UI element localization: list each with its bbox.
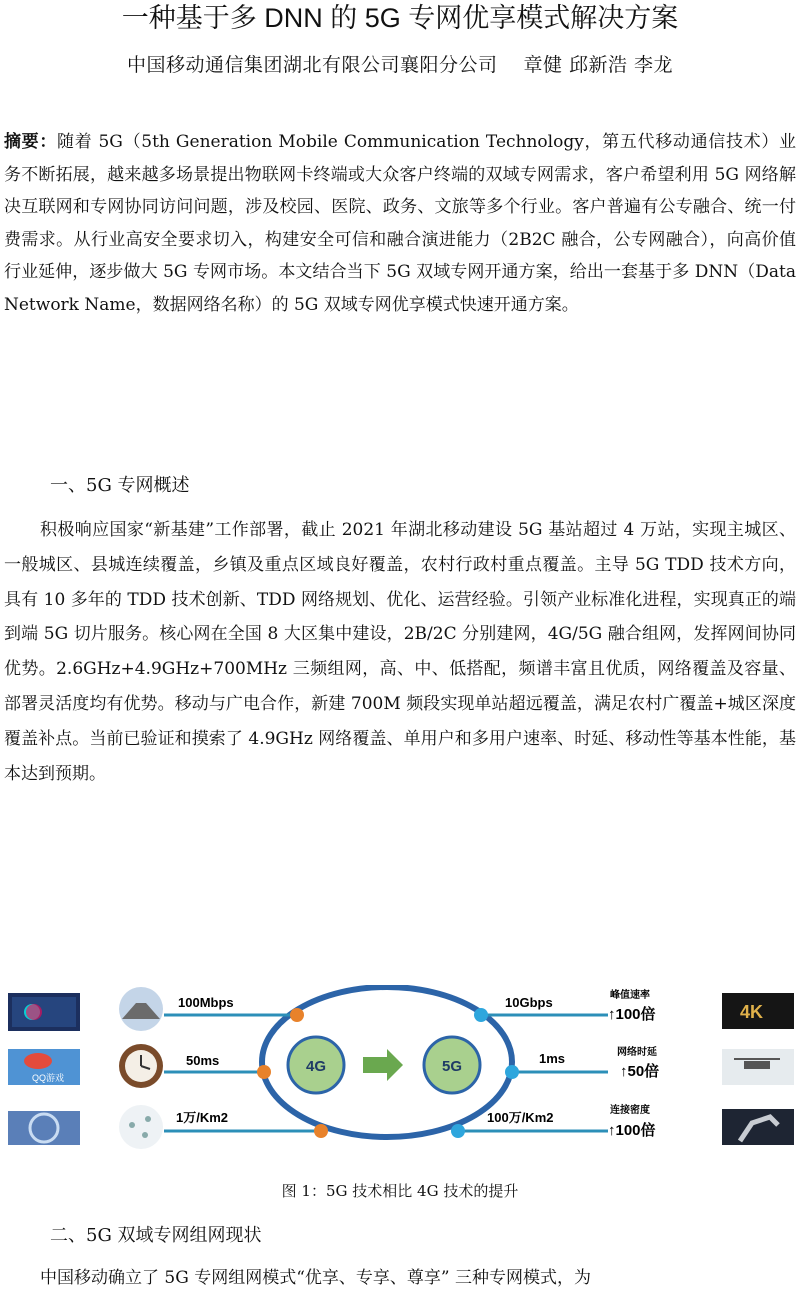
arrow-icon [363,1049,403,1081]
metric-label-2: 网络时延 [617,1047,657,1058]
left-value-3: 1万/Km2 [176,1110,229,1125]
metric-label-1: 峰值速率 [610,990,650,1001]
tiktok-thumbnail [8,993,80,1031]
node-right-3 [451,1124,465,1138]
label-5g: 5G [441,1058,463,1075]
author-line: 中国移动通信集团湖北有限公司襄阳分公司 章健 邱新浩 李龙 [126,54,674,76]
multiplier-3: ↑100倍 [608,1122,656,1139]
abstract [4,126,796,321]
left-value-1: 100Mbps [178,995,234,1010]
right-value-2: 1ms [539,1051,566,1066]
road-icon [119,987,163,1031]
node-left-3 [314,1124,328,1138]
clock-icon [119,1044,163,1088]
qq-game-thumbnail [8,1049,80,1085]
figure-caption: 图 1：5G 技术相比 4G 技术的提升 [281,1182,519,1200]
left-value-2: 50ms [186,1053,220,1068]
paper-title: 一种基于多 DNN 的 5G 专网优享模式解决方案 [121,3,679,33]
connection-thumbnail [8,1111,80,1145]
network-nodes-icon [119,1105,163,1149]
right-value-1: 10Gbps [505,995,553,1010]
label-4g: 4G [305,1058,327,1075]
multiplier-1: ↑100倍 [608,1006,656,1023]
figure-4g-vs-5g [0,985,800,1150]
section-heading-1: 一、5G 专网概述 [50,475,190,496]
4k-thumbnail [722,993,794,1029]
section-1-paragraph: 积极响应国家“新基建”工作部署，截止 2021 年湖北移动建设 5G 基站超过 4 万站，实现主城区、一般城区、县城连续覆盖，乡镇及重点区域良好覆盖，农村行政村重点覆盖。主导 5G TDD 技术方向，具有 10 多年的 TDD 技术创新、TDD 网络规划、优化、运营经验。引领产业标准化进程，实现真正的端到端 5G 切片服务。核心网在全国 8 大区集中建设，2B/2C 分别建网，4G/5G 融合组网，发挥网间协同优势。2.6GHz+4.9GHz+700MHz 三频组网，高、中、低搭配，频谱丰富且优质，网络覆盖及容量、部署灵活度均有优势。移动与广电合作，新建 700M 频段实现单站超远覆盖，满足农村广覆盖+城区深度覆盖补点。当前已验证和摸索了 4.9GHz 网络覆盖、单用户和多用户速率、时延、移动性等基本性能，基本达到预期。 [4,520,796,784]
right-value-3: 100万/Km2 [487,1110,554,1125]
section-2-paragraph: 中国移动确立了 5G 专网组网模式“优享、专享、尊享” 三种专网模式，为 [40,1268,591,1288]
node-left-1 [290,1008,304,1022]
robot-arm-thumbnail [722,1109,794,1145]
node-right-1 [474,1008,488,1022]
multiplier-2: ↑50倍 [620,1063,660,1080]
metric-label-3: 连接密度 [610,1105,650,1116]
drone-thumbnail [722,1049,794,1085]
section-heading-2: 二、5G 双域专网组网现状 [50,1225,262,1246]
4k-label: 4K [740,1002,764,1022]
qq-game-label: QQ游戏 [32,1073,65,1083]
abstract-text: 随着 5G（5th Generation Mobile Communication Technology，第五代移动通信技术）业务不断拓展，越来越多场景提出物联网卡终端或大众客户终端的双域专网需求，客户希望利用 5G 网络解决互联网和专网协同访问问题，涉及校园、医院、政务、文旅等多个行业。客户普遍有公专融合、统一付费需求。从行业高安全要求切入，构建安全可信和融合演进能力（2B2C 融合，公专网融合），向高价值行业延伸，逐步做大 5G 专网市场。本文结合当下 5G 双域专网开通方案，给出一套基于多 DNN（Data Network Name，数据网络名称）的 5G 双域专网优享模式快速开通方案。 [4,132,796,315]
node-left-2 [257,1065,271,1079]
abstract-label: 摘要： [4,132,58,152]
node-right-2 [505,1065,519,1079]
